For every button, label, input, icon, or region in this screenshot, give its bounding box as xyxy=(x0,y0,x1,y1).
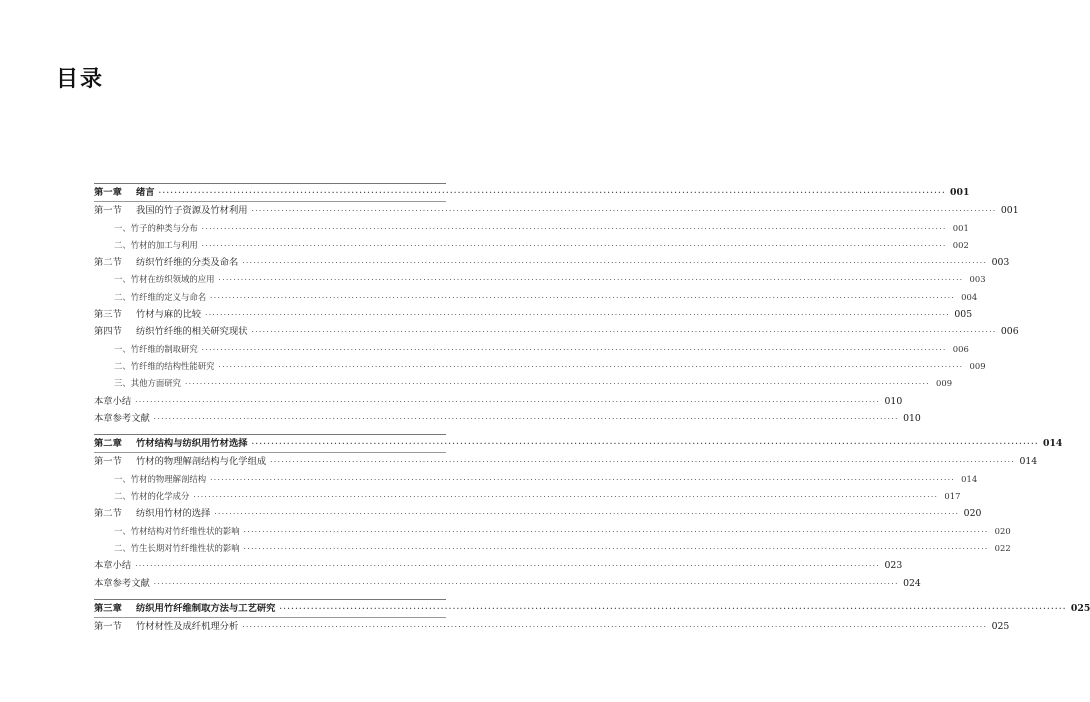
toc-entry-row[interactable] xyxy=(94,410,921,427)
dot-leader: ········································································································································································································ xyxy=(279,603,1067,613)
dot-leader: ········································································································································································································ xyxy=(218,276,964,285)
dot-leader: ········································································································································································································ xyxy=(158,188,947,197)
toc-entry-number: 第二节 xyxy=(94,257,122,269)
toc-entry-title: 一、竹子的种类与分布 xyxy=(114,222,198,233)
toc-entry-row[interactable] xyxy=(94,557,903,574)
toc-page-number: 001 xyxy=(952,222,969,233)
toc-subsection-row[interactable] xyxy=(94,237,969,254)
toc-entry-title: 二、竹纤维的结构性能研究 xyxy=(114,360,215,371)
toc-subsection-row[interactable] xyxy=(94,523,1011,540)
toc-page-number: 017 xyxy=(944,491,961,502)
dot-leader: ········································································································································································································ xyxy=(210,475,956,484)
toc-entry-title: 竹材材性及成纤机理分析 xyxy=(136,621,239,633)
dot-leader: ········································································································································································································ xyxy=(214,510,960,519)
toc-entry-title: 竹材结构与纺织用竹材选择 xyxy=(136,438,248,450)
toc-entry-title: 绪言 xyxy=(136,187,155,198)
toc-entry-title: 三、其他方面研究 xyxy=(114,378,181,389)
toc-section-row[interactable] xyxy=(94,323,1019,340)
toc-page-number: 014 xyxy=(1019,456,1038,468)
toc-chapter-row[interactable] xyxy=(94,600,1090,617)
dot-leader: ········································································································································································································ xyxy=(243,527,989,536)
toc-page-number: 009 xyxy=(936,378,953,389)
toc-page-number: 003 xyxy=(991,257,1010,269)
dot-leader: ········································································································································································································ xyxy=(201,241,947,250)
toc-section-row[interactable] xyxy=(94,254,1010,271)
toc-entry-title: 纺织用竹材的选择 xyxy=(136,508,211,520)
page-title: 目录 xyxy=(56,67,105,92)
toc-subsection-row[interactable] xyxy=(94,358,986,375)
toc-entry-title: 纺织用竹纤维制取方法与工艺研究 xyxy=(136,602,276,614)
toc-entry-title: 竹材与麻的比较 xyxy=(136,309,202,321)
toc-section-row[interactable] xyxy=(94,202,1019,219)
toc-page-number: 002 xyxy=(952,239,969,250)
toc-entry-title: 本章小结 xyxy=(94,395,132,407)
toc-page-number: 006 xyxy=(952,343,969,354)
table-of-contents xyxy=(94,183,1090,642)
toc-section-row[interactable] xyxy=(94,505,982,522)
toc-page-number: 020 xyxy=(994,525,1011,536)
toc-subsection-row[interactable] xyxy=(94,540,1011,557)
toc-entry-title: 纺织竹纤维的相关研究现状 xyxy=(136,326,248,338)
toc-entry-title: 一、竹纤维的制取研究 xyxy=(114,343,198,354)
toc-entry-title: 我国的竹子资源及竹材利用 xyxy=(136,205,248,217)
dot-leader: ········································································································································································································ xyxy=(242,259,988,268)
toc-entry-title: 一、竹材结构对竹纤维性状的影响 xyxy=(114,525,240,536)
toc-entry-number: 第四节 xyxy=(94,326,122,338)
toc-entry-title: 二、竹纤维的定义与命名 xyxy=(114,291,207,302)
toc-page-number: 023 xyxy=(884,560,903,572)
dot-leader: ········································································································································································································ xyxy=(251,328,997,337)
toc-entry-title: 本章参考文献 xyxy=(94,577,150,589)
toc-chapter-row[interactable] xyxy=(94,184,970,201)
dot-leader: ········································································································································································································ xyxy=(193,493,939,502)
toc-entry-title: 纺织竹纤维的分类及命名 xyxy=(136,257,239,269)
toc-subsection-row[interactable] xyxy=(94,375,953,392)
toc-entry-number: 第一章 xyxy=(94,187,122,198)
toc-page-number: 005 xyxy=(954,309,973,321)
toc-entry-number: 第二章 xyxy=(94,438,122,450)
toc-entry-number: 第二节 xyxy=(94,508,122,520)
toc-page-number: 001 xyxy=(950,187,970,198)
toc-entry-title: 二、竹材的加工与利用 xyxy=(114,239,198,250)
toc-page-number: 025 xyxy=(1070,602,1090,614)
toc-subsection-row[interactable] xyxy=(94,289,978,306)
dot-leader: ········································································································································································································ xyxy=(243,544,989,553)
toc-entry-title: 二、竹材的化学成分 xyxy=(114,491,190,502)
toc-entry-title: 竹材的物理解剖结构与化学组成 xyxy=(136,456,267,468)
dot-leader: ········································································································································································································ xyxy=(201,345,947,354)
toc-section-row[interactable] xyxy=(94,618,1010,635)
toc-entry-number: 第三章 xyxy=(94,602,122,614)
toc-entry-title: 一、竹材在纺织领域的应用 xyxy=(114,274,215,285)
toc-entry-number: 第一节 xyxy=(94,621,122,633)
toc-entry-number: 第一节 xyxy=(94,205,122,217)
dot-leader: ········································································································································································································ xyxy=(242,623,988,632)
toc-entry-row[interactable] xyxy=(94,393,903,410)
toc-page-number: 020 xyxy=(963,508,982,520)
dot-leader: ········································································································································································································ xyxy=(135,562,881,571)
toc-subsection-row[interactable] xyxy=(94,271,986,288)
dot-leader: ········································································································································································································ xyxy=(210,293,956,302)
dot-leader: ········································································································································································································ xyxy=(205,311,951,320)
toc-entry-title: 本章小结 xyxy=(94,560,132,572)
toc-entry-title: 一、竹材的物理解剖结构 xyxy=(114,473,207,484)
toc-page-number: 014 xyxy=(1042,438,1063,450)
chapter-block xyxy=(94,599,1090,636)
toc-subsection-row[interactable] xyxy=(94,488,961,505)
chapter-block xyxy=(94,183,1019,427)
toc-page-number: 004 xyxy=(961,291,978,302)
toc-subsection-row[interactable] xyxy=(94,341,969,358)
chapter-block xyxy=(94,434,1063,592)
dot-leader: ········································································································································································································ xyxy=(135,397,881,406)
dot-leader: ········································································································································································································ xyxy=(185,380,931,389)
toc-entry-number: 第一节 xyxy=(94,456,122,468)
dot-leader: ········································································································································································································ xyxy=(218,362,964,371)
dot-leader: ········································································································································································································ xyxy=(270,458,1016,467)
toc-entry-title: 本章参考文献 xyxy=(94,412,150,424)
toc-entry-title: 二、竹生长期对竹纤维性状的影响 xyxy=(114,542,240,553)
toc-page-number: 010 xyxy=(903,412,921,424)
toc-chapter-row[interactable] xyxy=(94,435,1063,452)
toc-page-number: 014 xyxy=(961,473,978,484)
dot-leader: ········································································································································································································ xyxy=(251,207,997,216)
dot-leader: ········································································································································································································ xyxy=(251,439,1039,449)
toc-page-number: 025 xyxy=(991,621,1010,633)
toc-section-row[interactable] xyxy=(94,306,973,323)
toc-section-row[interactable] xyxy=(94,453,1038,470)
toc-subsection-row[interactable] xyxy=(94,220,969,237)
dot-leader: ········································································································································································································ xyxy=(153,579,899,588)
toc-entry-row[interactable] xyxy=(94,575,921,592)
toc-page-number: 006 xyxy=(1000,326,1019,338)
toc-page-number: 003 xyxy=(969,274,986,285)
toc-page-number: 010 xyxy=(884,395,903,407)
toc-page-number: 024 xyxy=(903,577,921,589)
dot-leader: ········································································································································································································ xyxy=(201,224,947,233)
toc-entry-number: 第三节 xyxy=(94,309,122,321)
toc-page-number: 009 xyxy=(969,360,986,371)
toc-subsection-row[interactable] xyxy=(94,471,978,488)
toc-page-number: 022 xyxy=(994,542,1011,553)
toc-page-number: 001 xyxy=(1000,205,1019,217)
dot-leader: ········································································································································································································ xyxy=(153,414,899,423)
